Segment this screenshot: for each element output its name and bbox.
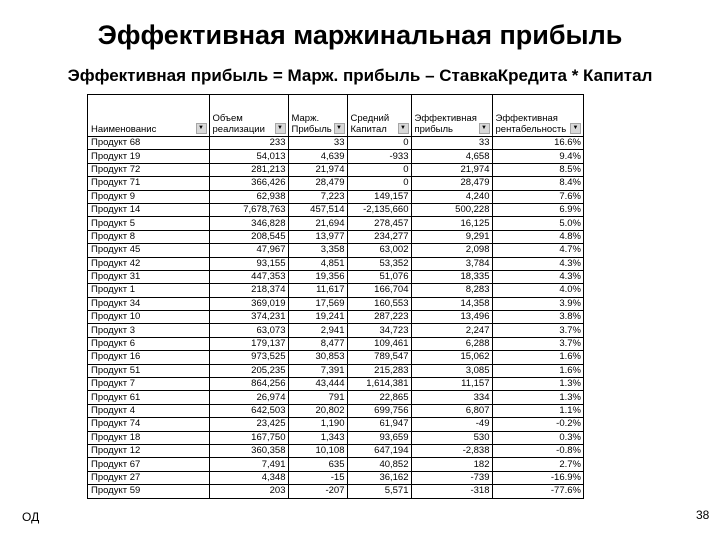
product-name-cell: Продукт 5 — [88, 217, 209, 230]
table-cell: 6.9% — [492, 203, 583, 216]
table-cell: 8.5% — [492, 163, 583, 176]
product-name-cell: Продукт 72 — [88, 163, 209, 176]
table-cell: 642,503 — [209, 404, 288, 417]
table-cell: 7,678,763 — [209, 203, 288, 216]
column-header-margin — [288, 95, 347, 137]
table-cell: 182 — [411, 458, 492, 471]
table-cell: 1.3% — [492, 391, 583, 404]
column-header-label: Марж. Прибыль — [291, 113, 332, 135]
table-cell: -318 — [411, 485, 492, 498]
table-row — [88, 311, 583, 324]
product-name-cell: Продукт 16 — [88, 351, 209, 364]
table-row — [88, 404, 583, 417]
table-row — [88, 217, 583, 230]
page-number: 38 — [696, 508, 710, 522]
table-cell: 7,391 — [288, 364, 347, 377]
table-cell: -2,838 — [411, 444, 492, 457]
table-cell: 346,828 — [209, 217, 288, 230]
column-header-capital — [347, 95, 411, 137]
table-cell: 28,479 — [288, 177, 347, 190]
table-cell: 2,098 — [411, 244, 492, 257]
table-cell: 208,545 — [209, 230, 288, 243]
dropdown-arrow-icon[interactable]: ▼ — [334, 123, 345, 134]
table-cell: 234,277 — [347, 230, 411, 243]
table-row — [88, 418, 583, 431]
product-name-cell: Продукт 14 — [88, 203, 209, 216]
table-cell: 973,525 — [209, 351, 288, 364]
table-cell: 11,617 — [288, 284, 347, 297]
table-cell: 7,223 — [288, 190, 347, 203]
product-name-cell: Продукт 8 — [88, 230, 209, 243]
table-cell: 40,852 — [347, 458, 411, 471]
table-cell: 4.3% — [492, 270, 583, 283]
table-cell: 34,723 — [347, 324, 411, 337]
table-cell: 457,514 — [288, 203, 347, 216]
table-cell: 63,002 — [347, 244, 411, 257]
product-name-cell: Продукт 68 — [88, 137, 209, 150]
table-row — [88, 458, 583, 471]
table-cell: -207 — [288, 485, 347, 498]
product-name-cell: Продукт 3 — [88, 324, 209, 337]
column-header-label: Эффективная рентабельность — [495, 113, 567, 135]
table-cell: 4,639 — [288, 150, 347, 163]
table-cell: 8,283 — [411, 284, 492, 297]
table-cell: 2,247 — [411, 324, 492, 337]
product-name-cell: Продукт 27 — [88, 471, 209, 484]
table-cell: -77.6% — [492, 485, 583, 498]
table-row — [88, 471, 583, 484]
table-row — [88, 391, 583, 404]
table-cell: 218,374 — [209, 284, 288, 297]
product-name-cell: Продукт 9 — [88, 190, 209, 203]
table-cell: 360,358 — [209, 444, 288, 457]
table-cell: 54,013 — [209, 150, 288, 163]
product-name-cell: Продукт 67 — [88, 458, 209, 471]
table-row — [88, 431, 583, 444]
table-cell: 26,974 — [209, 391, 288, 404]
table-cell: 3,085 — [411, 364, 492, 377]
table-cell: 62,938 — [209, 190, 288, 203]
table-row — [88, 257, 583, 270]
table-cell: 1.6% — [492, 351, 583, 364]
table-cell: 4,658 — [411, 150, 492, 163]
table-cell: 28,479 — [411, 177, 492, 190]
product-name-cell: Продукт 10 — [88, 311, 209, 324]
table-cell: 3.7% — [492, 324, 583, 337]
table-cell: 7.6% — [492, 190, 583, 203]
table-cell: -15 — [288, 471, 347, 484]
table-cell: 160,553 — [347, 297, 411, 310]
table-cell: 369,019 — [209, 297, 288, 310]
table-cell: 2,941 — [288, 324, 347, 337]
table-cell: -0.8% — [492, 444, 583, 457]
table-cell: 3,784 — [411, 257, 492, 270]
table-cell: -933 — [347, 150, 411, 163]
product-name-cell: Продукт 61 — [88, 391, 209, 404]
spreadsheet-table — [87, 94, 584, 499]
table-cell: 4,348 — [209, 471, 288, 484]
table-cell: 166,704 — [347, 284, 411, 297]
table-cell: 33 — [288, 137, 347, 150]
table-cell: 5.0% — [492, 217, 583, 230]
table-cell: 0 — [347, 163, 411, 176]
table-row — [88, 244, 583, 257]
table-cell: 3.7% — [492, 337, 583, 350]
table-cell: 4,240 — [411, 190, 492, 203]
table-cell: 1.6% — [492, 364, 583, 377]
table-row — [88, 351, 583, 364]
table-row — [88, 150, 583, 163]
table-cell: 287,223 — [347, 311, 411, 324]
table-cell: 19,356 — [288, 270, 347, 283]
table-cell: 4.7% — [492, 244, 583, 257]
table-cell: 43,444 — [288, 378, 347, 391]
table-cell: 4.3% — [492, 257, 583, 270]
table-cell: 149,157 — [347, 190, 411, 203]
table-cell: 17,569 — [288, 297, 347, 310]
table-cell: 791 — [288, 391, 347, 404]
dropdown-arrow-icon[interactable]: ▼ — [479, 123, 490, 134]
table-cell: 789,547 — [347, 351, 411, 364]
dropdown-arrow-icon[interactable]: ▼ — [570, 123, 581, 134]
dropdown-arrow-icon[interactable]: ▼ — [398, 123, 409, 134]
table-cell: 699,756 — [347, 404, 411, 417]
table-body — [88, 137, 583, 498]
table-cell: 109,461 — [347, 337, 411, 350]
table-cell: 15,062 — [411, 351, 492, 364]
table-cell: 167,750 — [209, 431, 288, 444]
table-cell: 33 — [411, 137, 492, 150]
table-cell: 21,974 — [411, 163, 492, 176]
table-cell: 0 — [347, 137, 411, 150]
product-name-cell: Продукт 34 — [88, 297, 209, 310]
table-row — [88, 297, 583, 310]
table-cell: 4.0% — [492, 284, 583, 297]
column-header-volume — [209, 95, 288, 137]
table-cell: 1.3% — [492, 378, 583, 391]
formula-text: Эффективная прибыль = Марж. прибыль – СтавкаКредита * Капитал — [67, 66, 653, 85]
table-cell: 635 — [288, 458, 347, 471]
table-cell: 23,425 — [209, 418, 288, 431]
table-row — [88, 190, 583, 203]
table-row — [88, 485, 583, 498]
table-cell: 281,213 — [209, 163, 288, 176]
table-cell: 864,256 — [209, 378, 288, 391]
table-cell: 13,977 — [288, 230, 347, 243]
table-cell: 4.8% — [492, 230, 583, 243]
table-cell: 16.6% — [492, 137, 583, 150]
table-cell: 334 — [411, 391, 492, 404]
dropdown-arrow-icon[interactable]: ▼ — [275, 123, 286, 134]
table-cell: 1.1% — [492, 404, 583, 417]
table-cell: 36,162 — [347, 471, 411, 484]
table-cell: 6,807 — [411, 404, 492, 417]
column-header-label: Средний Капитал — [350, 113, 390, 135]
product-name-cell: Продукт 6 — [88, 337, 209, 350]
table-row — [88, 444, 583, 457]
product-name-cell: Продукт 18 — [88, 431, 209, 444]
table-cell: -739 — [411, 471, 492, 484]
table-cell: 447,353 — [209, 270, 288, 283]
table-cell: 10,108 — [288, 444, 347, 457]
product-name-cell: Продукт 12 — [88, 444, 209, 457]
table-row — [88, 177, 583, 190]
table-row — [88, 230, 583, 243]
table-cell: -16.9% — [492, 471, 583, 484]
table-cell: 203 — [209, 485, 288, 498]
footer-label: ОД — [22, 510, 40, 524]
table-cell: 30,853 — [288, 351, 347, 364]
column-header-label: Эффективная прибыль — [414, 113, 477, 135]
table-cell: 0.3% — [492, 431, 583, 444]
table-cell: 2.7% — [492, 458, 583, 471]
table-cell: 93,659 — [347, 431, 411, 444]
table-cell: 22,865 — [347, 391, 411, 404]
table-cell: 3,358 — [288, 244, 347, 257]
table-cell: 8.4% — [492, 177, 583, 190]
column-header-name — [88, 95, 209, 137]
table-row — [88, 364, 583, 377]
table-cell: 53,352 — [347, 257, 411, 270]
product-name-cell: Продукт 51 — [88, 364, 209, 377]
table-cell: 179,137 — [209, 337, 288, 350]
table-cell: 205,235 — [209, 364, 288, 377]
table-cell: 7,491 — [209, 458, 288, 471]
table-cell: -49 — [411, 418, 492, 431]
table-cell: 647,194 — [347, 444, 411, 457]
table-row — [88, 137, 583, 150]
column-header-effective-profit — [411, 95, 492, 137]
table-cell: 8,477 — [288, 337, 347, 350]
product-name-cell: Продукт 71 — [88, 177, 209, 190]
table-cell: 1,343 — [288, 431, 347, 444]
table-cell: 1,190 — [288, 418, 347, 431]
product-name-cell: Продукт 4 — [88, 404, 209, 417]
column-header-label: Наименованис — [91, 124, 157, 135]
table-row — [88, 337, 583, 350]
table-row — [88, 284, 583, 297]
table-cell: 16,125 — [411, 217, 492, 230]
table-cell: 4,851 — [288, 257, 347, 270]
table-cell: 19,241 — [288, 311, 347, 324]
profit-table — [88, 95, 583, 498]
table-cell: 530 — [411, 431, 492, 444]
table-cell: 61,947 — [347, 418, 411, 431]
table-cell: 5,571 — [347, 485, 411, 498]
product-name-cell: Продукт 59 — [88, 485, 209, 498]
table-row — [88, 378, 583, 391]
product-name-cell: Продукт 19 — [88, 150, 209, 163]
dropdown-arrow-icon[interactable]: ▼ — [196, 123, 207, 134]
table-cell: 366,426 — [209, 177, 288, 190]
table-cell: 233 — [209, 137, 288, 150]
table-cell: 21,974 — [288, 163, 347, 176]
table-row — [88, 270, 583, 283]
table-cell: 51,076 — [347, 270, 411, 283]
table-cell: 500,228 — [411, 203, 492, 216]
table-row — [88, 163, 583, 176]
column-header-effective-return — [492, 95, 583, 137]
product-name-cell: Продукт 1 — [88, 284, 209, 297]
table-cell: 47,967 — [209, 244, 288, 257]
table-cell: 63,073 — [209, 324, 288, 337]
table-cell: 9,291 — [411, 230, 492, 243]
table-cell: 18,335 — [411, 270, 492, 283]
table-cell: 11,157 — [411, 378, 492, 391]
table-cell: 278,457 — [347, 217, 411, 230]
product-name-cell: Продукт 7 — [88, 378, 209, 391]
table-cell: 14,358 — [411, 297, 492, 310]
header-row — [88, 95, 583, 137]
table-cell: -2,135,660 — [347, 203, 411, 216]
product-name-cell: Продукт 42 — [88, 257, 209, 270]
table-cell: 20,802 — [288, 404, 347, 417]
table-cell: 374,231 — [209, 311, 288, 324]
table-cell: 215,283 — [347, 364, 411, 377]
table-cell: 13,496 — [411, 311, 492, 324]
table-row — [88, 324, 583, 337]
table-cell: 9.4% — [492, 150, 583, 163]
table-cell: 0 — [347, 177, 411, 190]
table-cell: 6,288 — [411, 337, 492, 350]
table-cell: -0.2% — [492, 418, 583, 431]
table-cell: 21,694 — [288, 217, 347, 230]
product-name-cell: Продукт 74 — [88, 418, 209, 431]
table-cell: 3.9% — [492, 297, 583, 310]
product-name-cell: Продукт 45 — [88, 244, 209, 257]
product-name-cell: Продукт 31 — [88, 270, 209, 283]
table-cell: 93,155 — [209, 257, 288, 270]
slide-title: Эффективная маржинальная прибыль — [97, 20, 623, 50]
table-row — [88, 203, 583, 216]
table-cell: 1,614,381 — [347, 378, 411, 391]
table-cell: 3.8% — [492, 311, 583, 324]
column-header-label: Объем реализации — [212, 113, 265, 135]
